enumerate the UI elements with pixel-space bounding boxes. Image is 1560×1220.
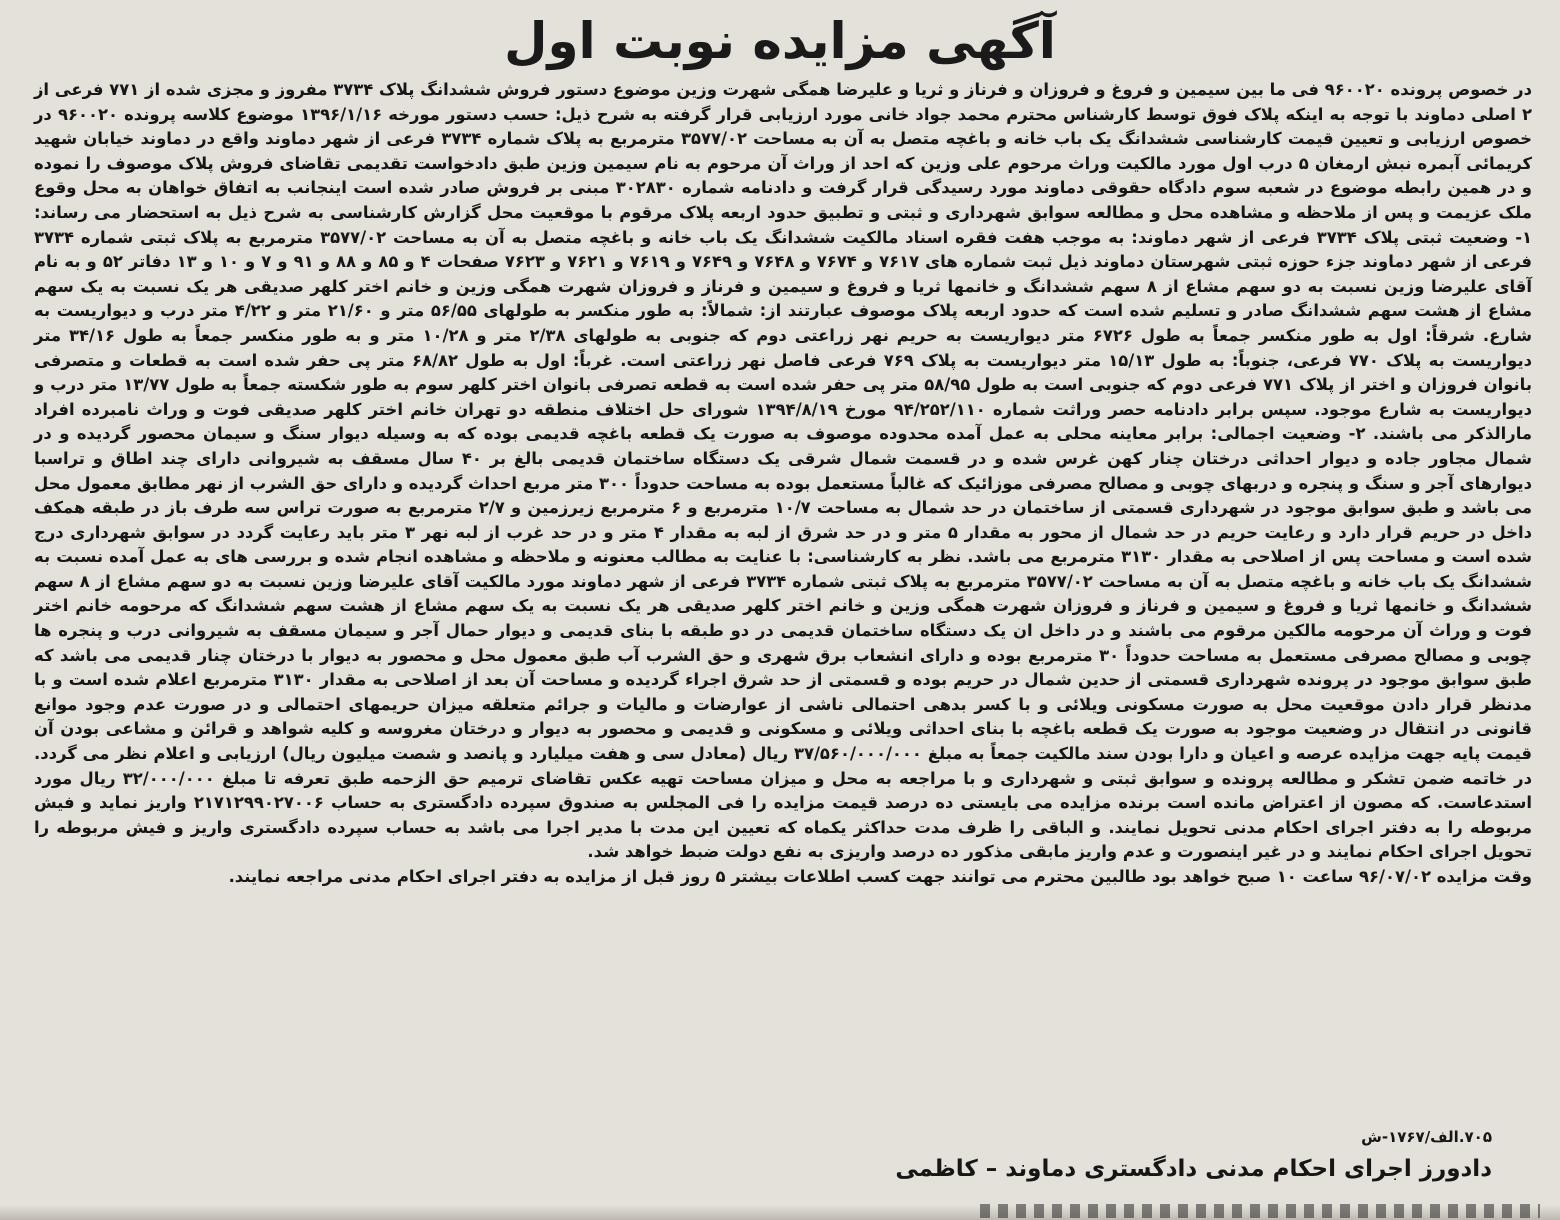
notice-title: آگهی مزایده نوبت اول	[504, 12, 1056, 70]
notice-paragraph-main: در خصوص پرونده ۹۶۰۰۲۰ فی ما بین سیمین و فروغ و فروزان و فرناز و ثریا و علیرضا همگی شهرت وزین موضوع دستور فروش ششدانگ پلاک ۳۷۳۴ مفروز و مجزی شده از ۷۷۱ فرعی از ۲ اصلی دماوند با توجه به اینکه پلاک فوق توسط کارشناس محترم محمد جواد خانی مورد ارزیابی قرار گرفته به شرح ذیل: حسب دستور مورخه ۱۳۹۶/۱/۱۶ موضوع کلاسه پرونده ۹۶۰۰۲۰ در خصوص ارزیابی و تعیین قیمت کارشناسی ششدانگ یک باب خانه و باغچه متصل به آن به مساحت ۳۵۷۷/۰۲ مترمربع به پلاک شماره ۳۷۳۴ فرعی از شهر دماوند واقع در دماوند خیابان شهید کریمائی آبمره نبش ارمغان ۵ درب اول مورد مالکیت وراث مرحوم علی وزین که احد از وراث آن مرحوم به نام سیمین وزین طبق دادخواست تقدیمی تقاضای فروش پلاک موصوف را نموده و در همین رابطه موضوع در شعبه سوم دادگاه حقوقی دماوند مورد رسیدگی قرار گرفت و دادنامه شماره ۳۰۲۸۳۰ مبنی بر فروش صادر شده است اینجانب به اتفاق خواهان به محل وقوع ملک عزیمت و پس از ملاحظه و مشاهده محل و مطالعه سوابق شهرداری و ثبتی و تطبیق حدود اربعه پلاک مرقوم با موقعیت محل گزارش کارشناسی به شرح ذیل به استحضار می رساند: ۱- وضعیت ثبتی پلاک ۳۷۳۴ فرعی از شهر دماوند: به موجب هفت فقره اسناد مالکیت ششدانگ یک باب خانه و باغچه متصل به آن به مساحت ۳۵۷۷/۰۲ مترمربع به پلاک ثبتی شماره ۳۷۳۴ فرعی از شهر دماوند جزء حوزه ثبتی شهرستان دماوند ذیل ثبت شماره های ۷۶۱۷ و ۷۶۷۴ و ۷۶۴۸ و ۷۶۴۹ و ۷۶۱۹ و ۷۶۲۱ و ۷۶۲۳ صفحات ۴ و ۸۵ و ۸۸ و ۹۱ و ۷ و ۱۰ و ۱۳ دفاتر ۵۲ و به نام آقای علیرضا وزین نسبت به دو سهم مشاع از ۸ سهم ششدانگ و خانمها ثریا و فروغ و سیمین و فرناز و فروزان شهرت همگی وزین و خانم اختر کلهر صدیقی هر یک نسبت به یک سهم مشاع از هشت سهم ششدانگ صادر و تسلیم شده است که حدود اربعه پلاک موصوف عبارتند از: شمالاً: به طور منکسر به طولهای ۵۶/۵۵ متر و ۲۱/۶۰ متر و ۴/۲۲ متر درب و دیواریست به شارع. شرقاً: اول به طور منکسر جمعاً به طول ۶۷۲۶ متر دیواریست به حریم نهر زراعتی دوم که جنوبی به طولهای ۲/۳۸ متر و ۱۰/۲۸ متر و به طور منکسر جمعاً به طول ۳۴/۱۶ متر دیواریست به پلاک ۷۷۰ فرعی، جنوباً: به طول ۱۵/۱۳ متر دیواریست به پلاک ۷۶۹ فرعی فاصل نهر زراعتی است. غرباً: اول به طول ۶۸/۸۲ متر پی حفر شده است به قطعات و متصرفی بانوان فروزان و اختر از پلاک ۷۷۱ فرعی دوم که جنوبی است به طول ۵۸/۹۵ متر پی حفر شده است به قطعه تصرفی بانوان اختر کلهر سوم به طور شکسته جمعاً به طول ۱۳/۷۷ متر درب و دیواریست به شارع موجود. سپس برابر دادنامه حصر وراثت شماره ۹۴/۲۵۲/۱۱۰ مورخ ۱۳۹۴/۸/۱۹ شورای حل اختلاف منطقه دو تهران خانم اختر کلهر صدیقی فوت و وراث نامبرده افراد مارالذکر می باشند. ۲- وضعیت اجمالی: برابر معاینه محلی به عمل آمده محدوده موصوف به صورت یک قطعه باغچه قدیمی بوده که به وسیله دیوار سنگ و سیمان محصور گردیده و در شمال مجاور جاده و دیوار احداثی درختان چنار کهن غرس شده و در قسمت شمال شرقی یک دستگاه ساختمان قدیمی بالغ بر ۴۰ سال مسقف به شیروانی دارای چند اطاق و تراسبا دیوارهای آجر و سنگ و پنجره و دربهای چوبی و مصالح مصرفی موزائیک که غالباً مستعمل بوده به مساحت حدوداً ۳۰۰ متر مربع احداث گردیده و دارای حق الشرب از نهر مطابق معمول محل می باشد و طبق سوابق موجود در شهرداری قسمتی از ساختمان در حد شمال به مساحت ۱۰/۷ مترمربع و ۶ مترمربع زیرزمین و ۲/۷ مترمربع به صورت تراس سه طرف باز در طبقه همکف داخل در حریم قرار دارد و رعایت حریم در حد شمال از محور به مقدار ۵ متر و در حد شرق از لبه به مقدار ۴ متر و در حد غرب از لبه نهر ۳ متر باید رعایت گردد در سوابق شهرداری درج شده است و مساحت پس از اصلاحی به مقدار ۳۱۳۰ مترمربع می باشد. نظر به کارشناسی: با عنایت به مطالب معنونه و ملاحظه و مشاهده انجام شده و بررسی های به عمل آمده نسبت به ششدانگ یک باب خانه و باغچه متصل به آن به مساحت ۳۵۷۷/۰۲ مترمربع به پلاک ثبتی شماره ۳۷۳۴ فرعی از شهر دماوند مورد مالکیت آقای علیرضا وزین نسبت به دو سهم مشاع از ۸ سهم ششدانگ و خانمها ثریا و فروغ و سیمین و فرناز و فروزان شهرت همگی وزین و خانم اختر کلهر صدیقی هر یک نسبت به یک سهم مشاع از هشت سهم ششدانگ که مرحومه خانم اختر فوت و وراث آن مرحومه مالکین مرقوم می باشند و در داخل ان یک دستگاه ساختمان قدیمی در دو طبقه با بنای قدیمی و دیوار حمال آجر و سیمان مسقف به شیروانی درب و پنجره ها چوبی و مصالح مصرفی مستعمل به مساحت حدوداً ۳۰ مترمربع بوده و دارای انشعاب برق شهری و حق الشرب آب طبق معمول محل و محصور به دیوار با درختان چنار قدیمی می باشد که طبق سوابق موجود در پرونده شهرداری قسمتی از حدین شمال در حریم بوده و قسمتی از حد شرق اجراء گردیده و مساحت آن بعد از اصلاحی به مقدار ۳۱۳۰ مترمربع اعلام شده است و با مدنظر قرار دادن موقعیت محل به صورت مسکونی ویلائی و با کسر بدهی احتمالی ناشی از عوارضات و مالیات و جرائم متعلقه میزان حریمهای احتمالی و در صورت عدم وجود موانع قانونی در انتقال در وضعیت موجود به صورت یک قطعه باغچه با بنای احداثی ویلائی و مسکونی و قدیمی و محصور به دیوار و درختان مغروسه و کلیه شواهد و قرائن و مشاعی بودن آن قیمت پایه جهت مزایده عرصه و اعیان و دارا بودن سند مالکیت جمعاً به مبلغ ۳۷/۵۶۰/۰۰۰/۰۰۰ ریال (معادل سی و هفت میلیارد و پانصد و شصت میلیون ریال) ارزیابی و اعلام نظر می گردد. در خاتمه ضمن تشکر و مطالعه پرونده و سوابق ثبتی و شهرداری و با مراجعه به محل و میزان مساحت تهیه عکس تقاضای ترمیم حق الزحمه طبق تعرفه تا مبلغ ۳۲/۰۰۰/۰۰۰ ریال مورد استدعاست. که مصون از اعتراض مانده است برنده مزایده می بایستی ده درصد قیمت مزایده را فی المجلس به صندوق سپرده دادگستری به حساب ۲۱۷۱۲۹۹۰۲۷۰۰۶ واریز نماید و فیش مربوطه را به دفتر اجرای احکام مدنی تحویل نمایند. و الباقی را ظرف مدت حداکثر یکماه که تعیین این مدت با مدیر اجرا می باشد به حساب سپرده دادگستری واریز و فیش مربوطه را تحویل اجرای احکام نمایند و در غیر اینصورت و عدم واریز مابقی مذکور ده درصد واریزی به نفع دولت ضبط خواهد شد.	[34, 80, 1533, 862]
notice-header	[0, 8, 1560, 74]
notice-paragraph-auction-time: وقت مزایده ۹۶/۰۷/۰۲ ساعت ۱۰ صبح خواهد بود طالبین محترم می توانند جهت کسب اطلاعات بیشتر ۵ روز قبل از مزایده به دفتر اجرای احکام مدنی مراجعه نمایند.	[228, 867, 1532, 886]
notice-signature: دادورز اجرای احکام مدنی دادگستری دماوند – کاظمی	[895, 1156, 1492, 1182]
notice-body	[34, 78, 1532, 890]
cut-off-next-notice	[980, 1204, 1540, 1218]
notice-reference-number: ۷۰۵.الف/۱۷۶۷-ش	[1361, 1128, 1492, 1146]
